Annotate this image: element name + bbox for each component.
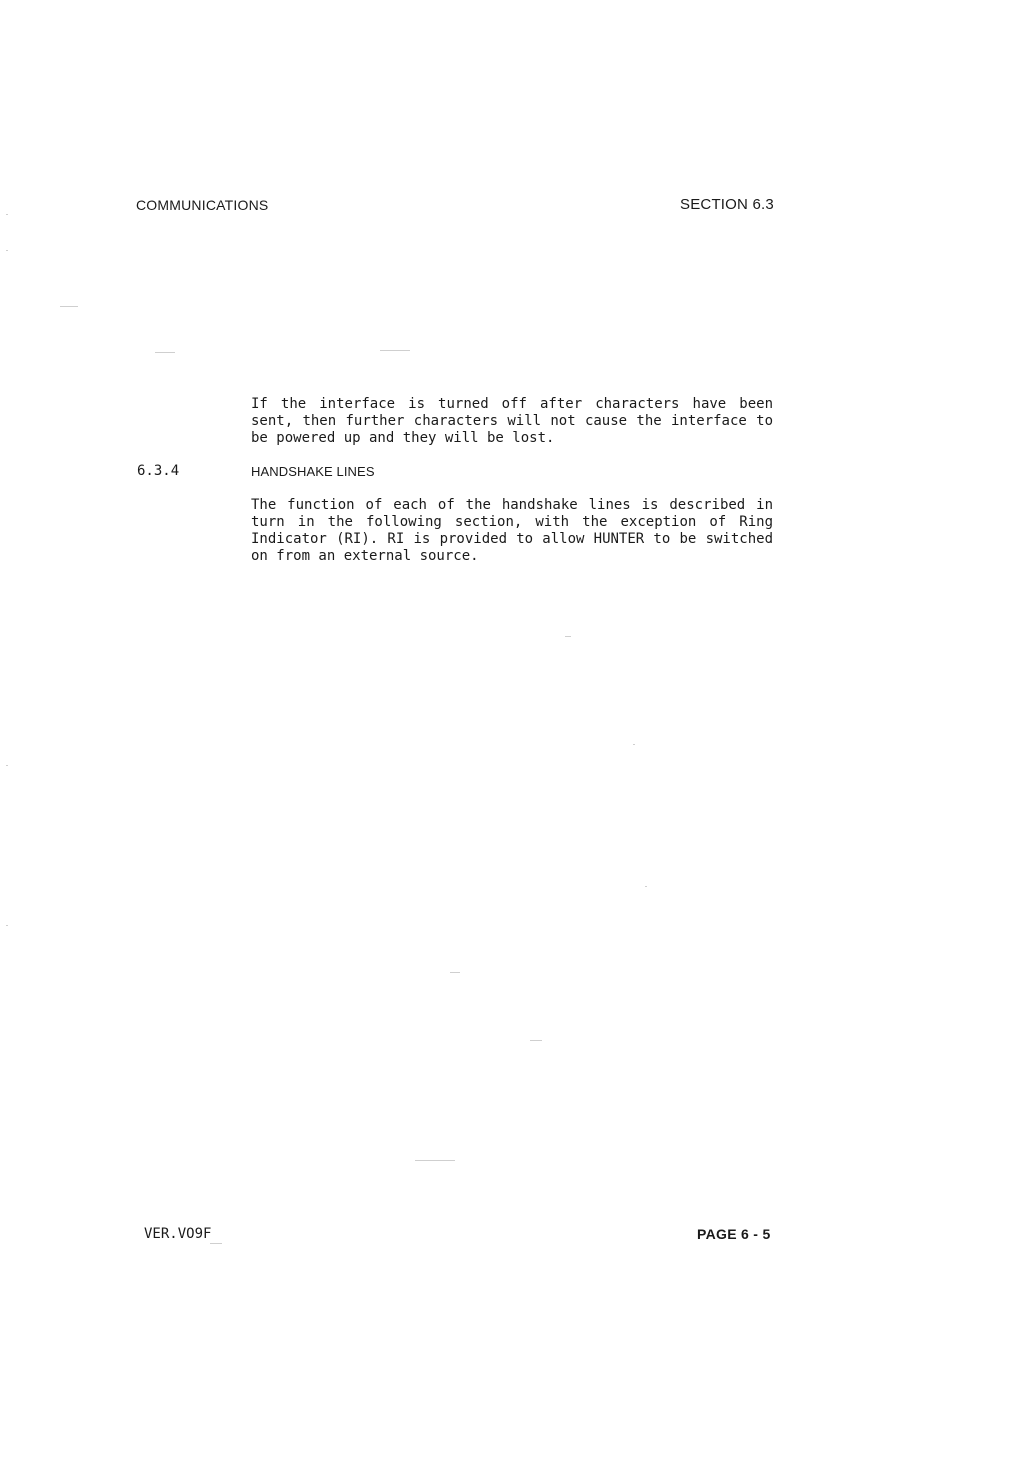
scan-speck xyxy=(380,350,410,351)
footer-page-number: PAGE 6 - 5 xyxy=(697,1226,771,1242)
scan-speck xyxy=(633,744,635,745)
scan-speck xyxy=(6,250,8,251)
scan-speck xyxy=(210,1243,222,1244)
scan-speck xyxy=(155,352,175,353)
scan-speck xyxy=(530,1040,542,1041)
running-header-section: SECTION 6.3 xyxy=(680,196,774,213)
body-paragraph: The function of each of the handshake lines is described in turn in the following section, with the exception of Ring Indicator (RI). RI is provided to allow HUNTER to be switched on from an external source. xyxy=(251,497,773,564)
running-header-title: COMMUNICATIONS xyxy=(136,197,269,213)
scan-speck xyxy=(60,306,78,307)
footer-version: VER.VO9F xyxy=(144,1226,212,1242)
scan-speck xyxy=(6,214,8,215)
scan-speck xyxy=(565,636,571,637)
scan-speck xyxy=(6,925,8,926)
scan-speck xyxy=(450,972,460,973)
section-number: 6.3.4 xyxy=(137,463,180,479)
section-heading: HANDSHAKE LINES xyxy=(251,464,375,479)
scan-speck xyxy=(415,1160,455,1161)
body-paragraph: If the interface is turned off after characters have been sent, then further characters will not cause the interface to be powered up and they will be lost. xyxy=(251,396,773,446)
scan-speck xyxy=(6,765,8,766)
scan-speck xyxy=(645,886,647,887)
